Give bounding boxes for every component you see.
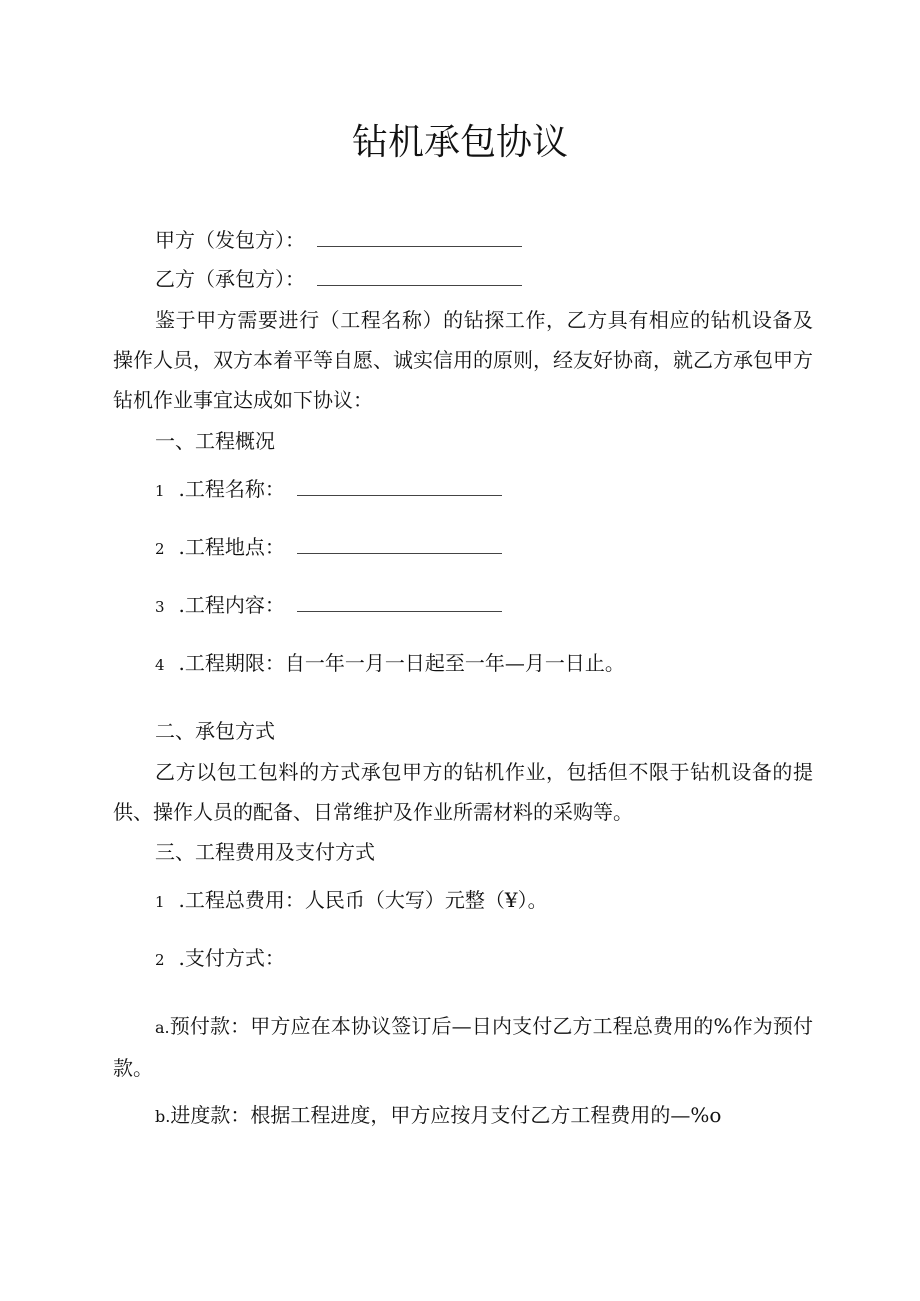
preamble-paragraph: 鉴于甲方需要进行（工程名称）的钻探工作，乙方具有相应的钻机设备及操作人员，双方本着平等自愿、诚实信用的原则，经友好协商，就乙方承包甲方钻机作业事宜达成如下协议：	[113, 308, 813, 412]
section3-item-2	[155, 943, 285, 975]
section1-item-1	[155, 474, 502, 506]
item-blank	[297, 535, 502, 554]
payment-b-text: 进度款：根据工程进度，甲方应按月支付乙方工程费用的—%o	[170, 1103, 722, 1127]
section2-heading: 二、承包方式	[155, 719, 275, 743]
party-b-blank	[317, 267, 522, 286]
party-b-line	[155, 264, 522, 294]
payment-a-prefix: a.	[155, 1018, 170, 1037]
party-a-label: 甲方（发包方）：	[155, 228, 305, 252]
payment-a-paragraph	[113, 1006, 813, 1088]
payment-b-paragraph	[113, 1095, 813, 1137]
section1-heading: 一、工程概况	[155, 429, 275, 453]
party-a-line	[155, 225, 522, 255]
section1-item-2	[155, 532, 502, 564]
item-blank	[297, 593, 502, 612]
item-number: 1	[155, 482, 165, 500]
payment-b-prefix: b.	[155, 1107, 171, 1126]
item-number: 4	[155, 656, 165, 674]
party-b-label: 乙方（承包方）：	[155, 267, 305, 291]
item-label: .工程名称：	[178, 477, 285, 501]
document-title: 钻机承包协议	[351, 122, 568, 163]
section1-item-3	[155, 590, 502, 622]
item-blank	[297, 477, 502, 496]
item-number: 2	[155, 540, 165, 558]
section3-item-1	[155, 885, 548, 917]
item-number: 1	[155, 893, 165, 911]
section2-body: 乙方以包工包料的方式承包甲方的钻机作业，包括但不限于钻机设备的提供、操作人员的配备、日常维护及作业所需材料的采购等。	[113, 760, 813, 824]
item-label: .支付方式：	[178, 946, 285, 970]
item-label: .工程期限：自一年一月一日起至一年—月一日止。	[178, 651, 625, 675]
item-label: .工程内容：	[178, 593, 285, 617]
item-number: 2	[155, 951, 165, 969]
item-label: .工程地点：	[178, 535, 285, 559]
section3-heading: 三、工程费用及支付方式	[155, 840, 375, 864]
payment-a-text: 预付款：甲方应在本协议签订后—日内支付乙方工程总费用的%作为预付款。	[113, 1014, 813, 1080]
section1-item-4	[155, 648, 625, 680]
item-number: 3	[155, 598, 165, 616]
party-a-blank	[317, 228, 522, 247]
item-label: .工程总费用：人民币（大写）元整（¥）。	[178, 888, 548, 912]
